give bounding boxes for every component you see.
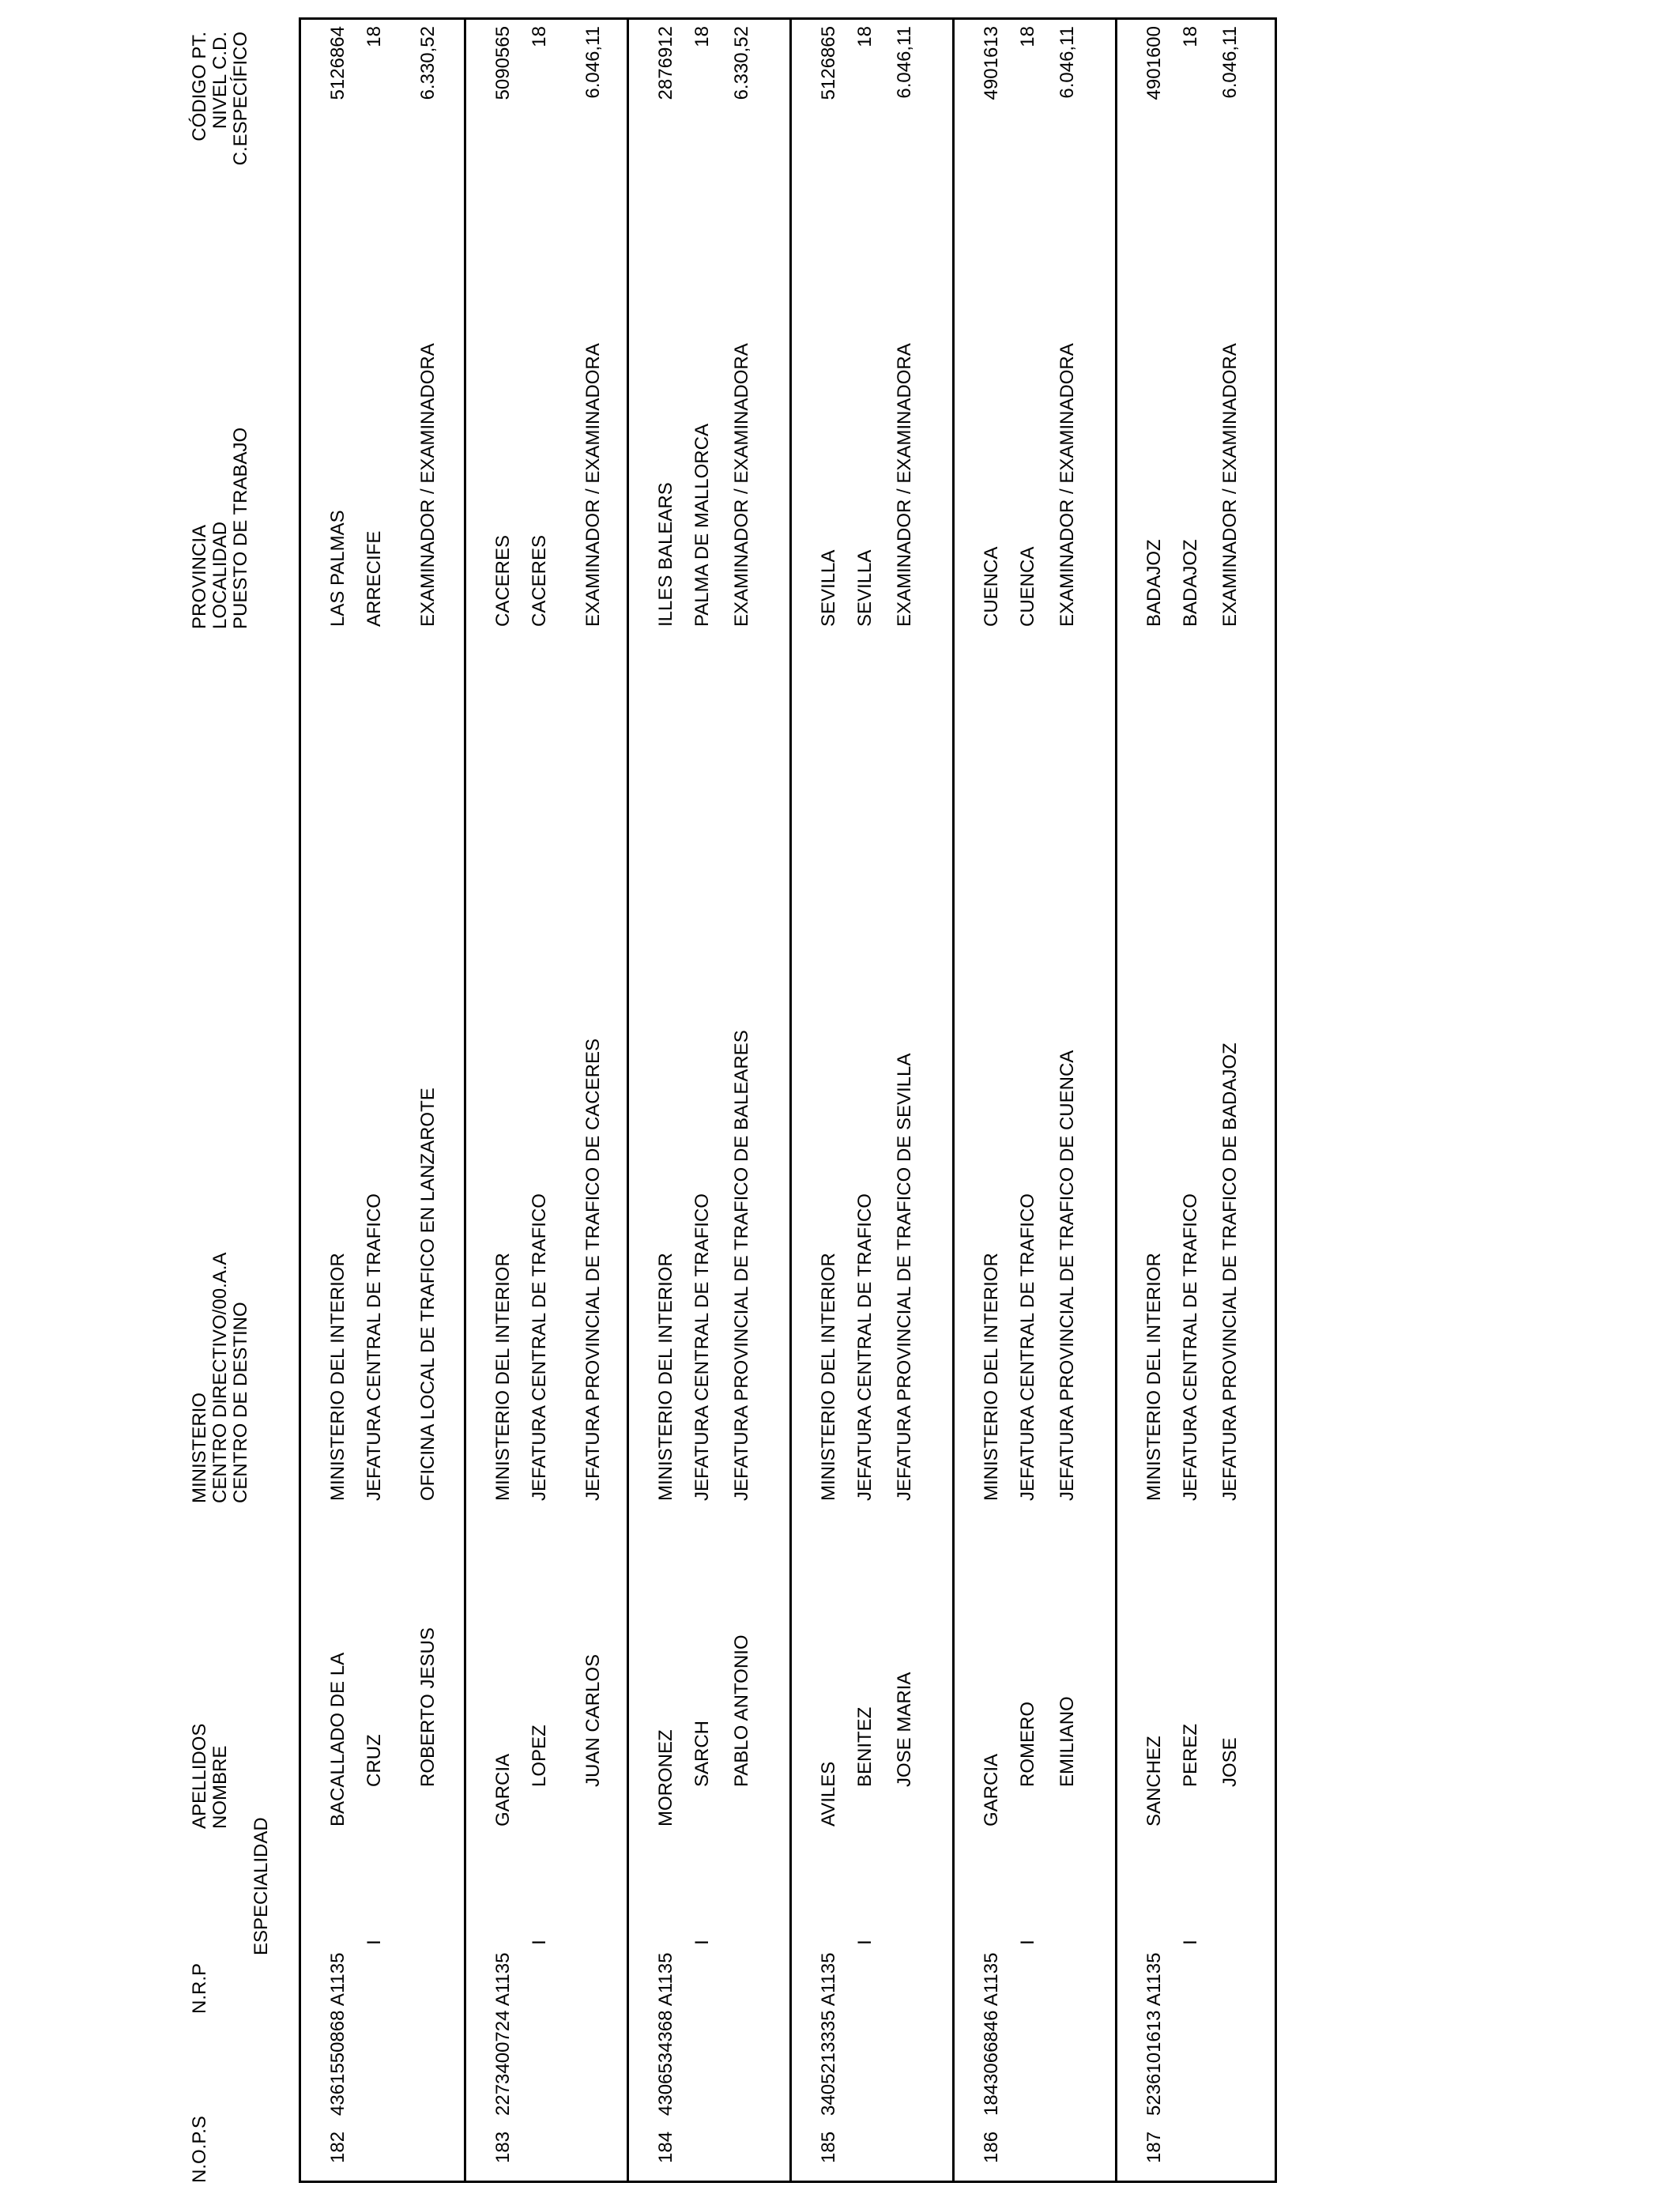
row-centro-destino: JEFATURA PROVINCIAL DE TRAFICO DE SEVILLA: [894, 1053, 915, 1501]
row-localidad: PALMA DE MALLORCA: [691, 424, 713, 627]
header-apellidos-label: APELLIDOS: [189, 1723, 210, 1829]
row-nops: 185: [818, 2131, 839, 2163]
row-ministerio: MINISTERIO DEL INTERIOR: [981, 1253, 1002, 1501]
row-apellido2: SARCH: [691, 1720, 713, 1787]
header-especialidad-label: ESPECIALIDAD: [250, 1817, 272, 1955]
header-puesto-label: PUESTO DE TRABAJO: [230, 427, 251, 629]
header-nrp: [190, 1963, 210, 2014]
row-provincia: BADAJOZ: [1143, 539, 1165, 627]
row-especifico: 6.046,11: [894, 26, 915, 99]
row-nombre: EMILIANO: [1057, 1696, 1078, 1787]
row-apellido2: PEREZ: [1180, 1723, 1201, 1787]
row-nops: 183: [492, 2131, 514, 2163]
table-row: [627, 20, 789, 2181]
row-centro-directivo: JEFATURA CENTRAL DE TRAFICO: [854, 1193, 876, 1501]
row-centro-destino: JEFATURA PROVINCIAL DE TRAFICO DE BALEARES: [731, 1030, 752, 1501]
row-apellido2: LOPEZ: [529, 1725, 550, 1787]
row-nivel: 18: [854, 26, 876, 47]
row-especialidad: I: [363, 1940, 385, 1945]
row-nivel: 18: [1017, 26, 1038, 47]
row-codigo: 5126865: [818, 26, 839, 100]
row-ministerio: MINISTERIO DEL INTERIOR: [492, 1253, 514, 1501]
row-especifico: 6.046,11: [582, 26, 604, 99]
row-nivel: 18: [529, 26, 550, 47]
row-nrp: 5236101613 A1135: [1143, 1952, 1165, 2116]
row-localidad: ARRECIFE: [363, 530, 385, 627]
row-especialidad: I: [1017, 1940, 1038, 1945]
row-especialidad: I: [854, 1940, 876, 1945]
row-codigo: 5126864: [327, 26, 348, 100]
row-codigo: 5090565: [492, 26, 514, 100]
header-provincia-label: PROVINCIA: [189, 524, 210, 629]
row-apellido1: BACALLADO DE LA: [327, 1652, 348, 1826]
row-centro-directivo: JEFATURA CENTRAL DE TRAFICO: [363, 1193, 385, 1501]
row-nivel: 18: [363, 26, 385, 47]
row-provincia: CACERES: [492, 534, 514, 627]
row-centro-destino: JEFATURA PROVINCIAL DE TRAFICO DE BADAJOZ: [1219, 1042, 1241, 1501]
header-centro: [190, 1253, 251, 1503]
row-centro-directivo: JEFATURA CENTRAL DE TRAFICO: [1180, 1193, 1201, 1501]
row-nombre: JUAN CARLOS: [582, 1653, 604, 1787]
header-especialidad: [251, 1817, 272, 1955]
header-codigo: [190, 32, 251, 171]
row-apellido1: SANCHEZ: [1143, 1736, 1165, 1826]
row-especifico: 6.330,52: [731, 26, 752, 100]
table-row: [952, 20, 1115, 2181]
header-localidad-label: LOCALIDAD: [209, 521, 231, 629]
row-centro-destino: JEFATURA PROVINCIAL DE TRAFICO DE CACERES: [582, 1039, 604, 1501]
row-apellido1: AVILES: [818, 1761, 839, 1826]
header-codigo-label: CÓDIGO PT.: [189, 32, 210, 141]
header-nops-label: N.O.P.S: [189, 2116, 210, 2183]
table-row: [301, 20, 464, 2181]
row-apellido2: BENITEZ: [854, 1706, 876, 1787]
row-puesto: EXAMINADOR / EXAMINADORA: [1219, 343, 1241, 627]
row-ministerio: MINISTERIO DEL INTERIOR: [327, 1253, 348, 1501]
row-apellido2: CRUZ: [363, 1734, 385, 1787]
row-nivel: 18: [1180, 26, 1201, 47]
row-especialidad: I: [529, 1940, 550, 1945]
row-centro-destino: JEFATURA PROVINCIAL DE TRAFICO DE CUENCA: [1057, 1050, 1078, 1501]
row-especialidad: I: [691, 1940, 713, 1945]
row-provincia: SEVILLA: [818, 549, 839, 627]
row-localidad: CUENCA: [1017, 546, 1038, 627]
row-nivel: 18: [691, 26, 713, 47]
row-apellido1: MORONEZ: [655, 1729, 676, 1826]
row-centro-directivo: JEFATURA CENTRAL DE TRAFICO: [529, 1193, 550, 1501]
row-localidad: BADAJOZ: [1180, 539, 1201, 627]
header-centro-destino-label: CENTRO DE DESTINO: [230, 1302, 251, 1503]
row-especifico: 6.046,11: [1219, 26, 1241, 99]
records-table: [299, 17, 1277, 2183]
row-nombre: JOSE: [1219, 1737, 1241, 1787]
header-nrp-label: N.R.P: [189, 1962, 210, 2014]
row-apellido2: ROMERO: [1017, 1702, 1038, 1787]
row-ministerio: MINISTERIO DEL INTERIOR: [1143, 1253, 1165, 1501]
row-localidad: SEVILLA: [854, 549, 876, 627]
row-codigo: 2876912: [655, 26, 676, 100]
header-provincia: [190, 428, 251, 629]
row-centro-destino: OFICINA LOCAL DE TRAFICO EN LANZAROTE: [417, 1088, 439, 1501]
row-nrp: 2273400724 A1135: [492, 1952, 514, 2116]
row-nrp: 4306534368 A1135: [655, 1952, 676, 2116]
row-puesto: EXAMINADOR / EXAMINADORA: [417, 343, 439, 627]
row-especifico: 6.330,52: [417, 26, 439, 100]
row-nops: 186: [981, 2131, 1002, 2163]
row-ministerio: MINISTERIO DEL INTERIOR: [818, 1253, 839, 1501]
row-nops: 187: [1143, 2131, 1165, 2163]
row-nombre: JOSE MARIA: [894, 1672, 915, 1787]
row-provincia: LAS PALMAS: [327, 510, 348, 627]
header-nops: [190, 2116, 210, 2183]
row-apellido1: GARCIA: [981, 1753, 1002, 1826]
row-puesto: EXAMINADOR / EXAMINADORA: [894, 343, 915, 627]
row-nops: 182: [327, 2131, 348, 2163]
header-nivel-label: NIVEL C.D.: [209, 32, 231, 130]
row-centro-directivo: JEFATURA CENTRAL DE TRAFICO: [691, 1193, 713, 1501]
header-especifico-label: C.ESPECÍFICO: [230, 32, 251, 166]
row-puesto: EXAMINADOR / EXAMINADORA: [582, 343, 604, 627]
row-nops: 184: [655, 2131, 676, 2163]
row-centro-directivo: JEFATURA CENTRAL DE TRAFICO: [1017, 1193, 1038, 1501]
row-nombre: PABLO ANTONIO: [731, 1634, 752, 1787]
row-nombre: ROBERTO JESUS: [417, 1627, 439, 1787]
row-nrp: 3405213335 A1135: [818, 1952, 839, 2116]
header-nombre-label: NOMBRE: [209, 1745, 231, 1829]
row-apellido1: GARCIA: [492, 1753, 514, 1826]
row-especifico: 6.046,11: [1057, 26, 1078, 99]
row-provincia: CUENCA: [981, 546, 1002, 627]
header-ministerio-label: MINISTERIO: [189, 1392, 210, 1503]
table-row: [1115, 20, 1278, 2181]
row-nrp: 1843066846 A1135: [981, 1952, 1002, 2116]
row-especialidad: I: [1180, 1940, 1201, 1945]
table-row: [789, 20, 952, 2181]
row-localidad: CACERES: [529, 534, 550, 627]
row-nrp: 4361550868 A1135: [327, 1952, 348, 2116]
row-puesto: EXAMINADOR / EXAMINADORA: [731, 343, 752, 627]
row-codigo: 4901600: [1143, 26, 1165, 100]
header-apellidos-nombre: [190, 1724, 231, 1829]
row-provincia: ILLES BALEARS: [655, 482, 676, 627]
table-row: [464, 20, 627, 2181]
row-ministerio: MINISTERIO DEL INTERIOR: [655, 1253, 676, 1501]
row-puesto: EXAMINADOR / EXAMINADORA: [1057, 343, 1078, 627]
row-codigo: 4901613: [981, 26, 1002, 100]
header-centro-directivo-label: CENTRO DIRECTIVO/00.A.A: [209, 1252, 231, 1503]
